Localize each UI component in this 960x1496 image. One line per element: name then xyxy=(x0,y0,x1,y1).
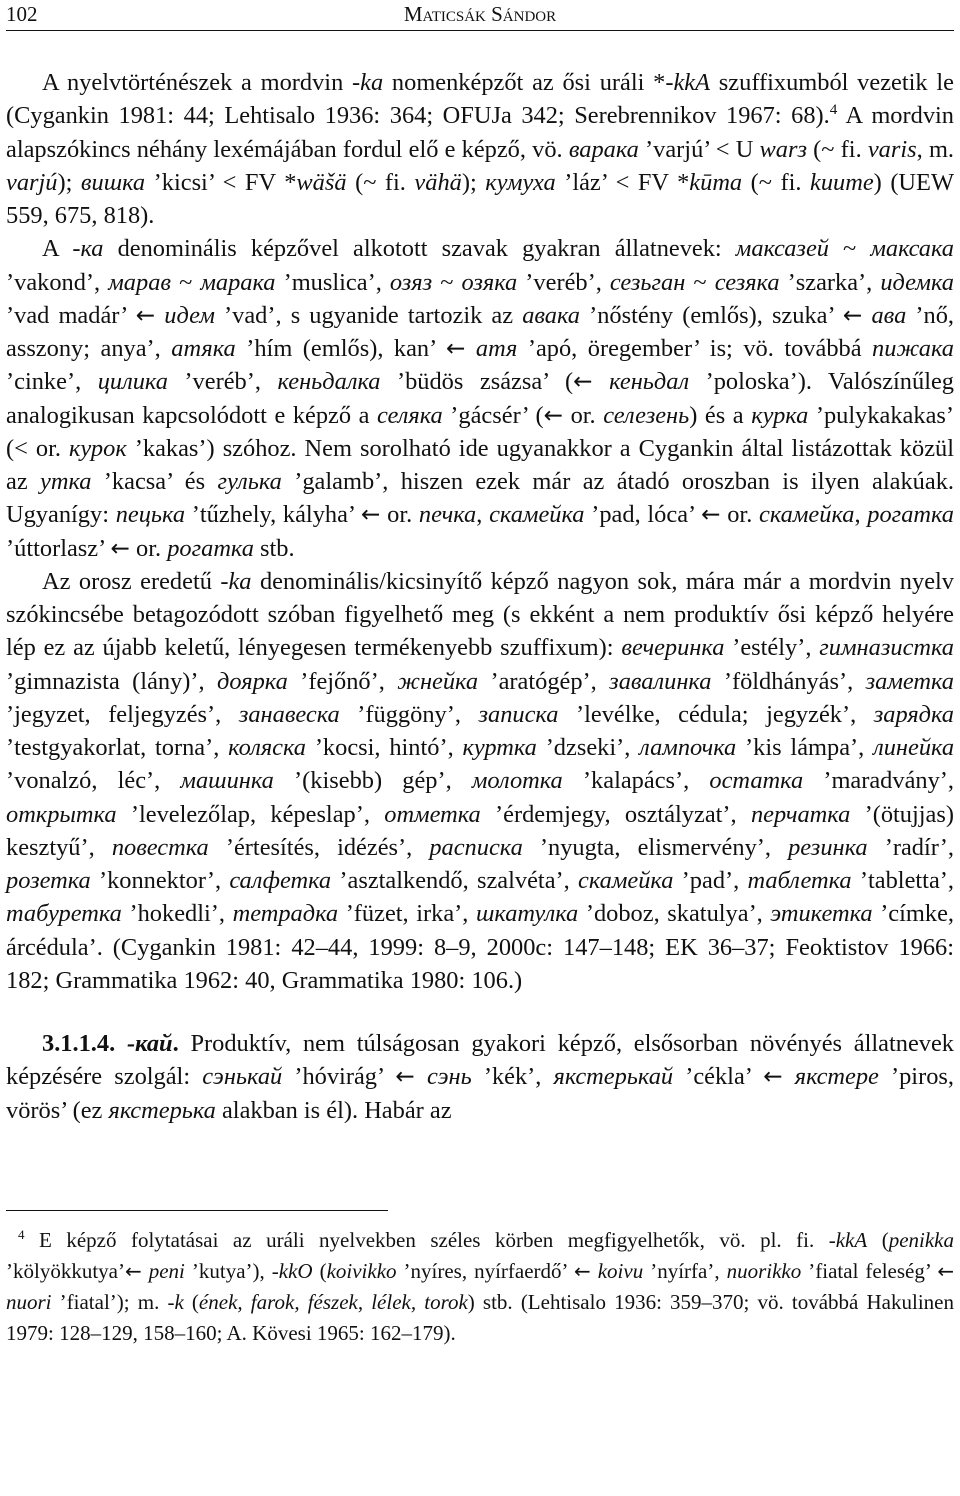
text-run: ’pad’, xyxy=(673,867,748,894)
paragraph-3 xyxy=(6,565,954,997)
left-arrow-icon: ← xyxy=(763,1063,783,1091)
left-arrow-icon: ← xyxy=(360,501,381,529)
italic-term: ава xyxy=(871,301,907,329)
italic-term: пецька xyxy=(115,501,186,529)
italic-term: таблетка xyxy=(747,867,852,894)
text-run: ’doboz, skatulya’, xyxy=(578,900,771,928)
italic-term: курок xyxy=(69,434,127,462)
text-run: ’kicsi’ < FV * xyxy=(145,168,297,196)
section-3-1-1-4 xyxy=(6,1027,954,1127)
text-run: ’varjú’ < U xyxy=(638,135,760,163)
text-run: ) stb. (Lehtisalo 1936: 359–370; vö. továbbá Hakulinen 1979: 128–129, 158–160; A. Kövesi 1965: 162–179). xyxy=(6,1290,954,1345)
italic-term: идемка xyxy=(880,268,954,296)
italic-term: линейка xyxy=(873,734,955,761)
text-run: ’pad, lóca’ xyxy=(584,501,702,529)
text-run: ’radír’, xyxy=(867,833,955,861)
text-run: Produktív, nem túlságosan gyakori képző, elsősorban növényés állatnevek képzésére szolgál: xyxy=(6,1030,954,1091)
running-title: Maticsák Sándor xyxy=(403,2,557,26)
text-run: ’gácsér’ ( xyxy=(442,401,544,429)
text-run xyxy=(593,368,610,395)
text-run: ’piros, vörös’ (ez xyxy=(6,1063,954,1124)
text-run: A nyelvtörténészek a mordvin xyxy=(42,69,353,96)
text-run: ’kék’, xyxy=(471,1063,554,1091)
italic-term: вечеринка xyxy=(621,634,725,662)
italic-term: селезень xyxy=(603,401,690,429)
text-run: ’(ötujjas) kesztyű’, xyxy=(6,800,954,861)
text-run: ’nyírfa’, xyxy=(643,1259,727,1283)
text-run: ’függöny’, xyxy=(339,700,479,728)
text-run: ’veréb’, xyxy=(167,368,278,396)
italic-term: идем xyxy=(164,301,215,329)
italic-term: -ка xyxy=(72,235,104,263)
italic-term: тетрадка xyxy=(232,900,339,928)
text-run: ’kalapács’, xyxy=(562,767,710,795)
italic-term: сэнь xyxy=(426,1063,472,1091)
italic-term: vähä xyxy=(414,168,462,196)
italic-term: якстере xyxy=(794,1063,879,1091)
left-arrow-icon: ← xyxy=(110,534,130,562)
italic-term: этикетка xyxy=(770,900,873,928)
italic-term: -kkA xyxy=(828,1228,868,1252)
italic-term: -ka xyxy=(220,567,252,595)
italic-term: varis xyxy=(867,135,917,163)
text-run: ’veréb’, xyxy=(517,268,610,296)
text-run: or. xyxy=(720,501,760,529)
text-run xyxy=(415,1063,427,1090)
text-run: ’füzet, irka’, xyxy=(338,900,477,928)
bold-heading: 3.1.1.4. xyxy=(42,1030,127,1057)
text-run: ’értesítés, idézés’, xyxy=(208,833,430,861)
italic-term: озяз xyxy=(389,268,433,296)
text-run xyxy=(142,1259,149,1283)
italic-term: -kkO xyxy=(271,1259,313,1283)
italic-term: курка xyxy=(751,401,809,429)
italic-term: машинка xyxy=(180,767,274,795)
italic-term: цилика xyxy=(97,368,168,396)
italic-term: nuori xyxy=(6,1290,52,1314)
italic-term: селяка xyxy=(377,401,443,429)
text-run: ’kakas’) szóhoz. Nem sorolható ide ugyanakkor a Cygankin által listázottak közül az xyxy=(6,434,954,495)
italic-term: penikka xyxy=(888,1228,954,1252)
text-run: Az orosz eredetű xyxy=(42,567,221,595)
italic-term: -ka xyxy=(352,69,384,96)
text-run: ’cinke’, xyxy=(6,368,98,396)
italic-term: варака xyxy=(568,135,639,163)
italic-term: атя xyxy=(475,335,518,362)
italic-term: марака xyxy=(200,268,276,296)
italic-term: розетка xyxy=(6,867,91,894)
italic-term: кумуха xyxy=(485,168,556,196)
text-run: or. xyxy=(380,501,419,529)
text-run: szuffixumból vezetik le (Cygankin 1981: 44; Lehtisalo 1936: 364; OFUJa 342; Serebrennikov 1967: 68). xyxy=(6,69,954,130)
text-run: (~ fi. xyxy=(806,135,868,163)
italic-term: сезяка xyxy=(714,268,780,296)
text-run: ’nő, asszony; anya’, xyxy=(6,301,954,362)
text-run: (~ fi. xyxy=(346,168,415,196)
text-run: A xyxy=(42,235,73,263)
text-run: denominális képzővel alkotott szavak gyakran állatnevek: xyxy=(103,235,736,263)
text-run: ’nyugta, elismervény’, xyxy=(522,833,789,861)
text-run: ~ xyxy=(685,268,715,296)
italic-term: атяка xyxy=(171,335,236,362)
text-run: ’testgyakorlat, torna’, xyxy=(6,734,229,761)
italic-term: доярка xyxy=(217,667,288,695)
italic-term: кеньдалка xyxy=(277,368,381,396)
italic-term: ének, farok, fészek, lélek, torok xyxy=(198,1290,468,1314)
text-run: denominális/kicsinyítő képző nagyon sok, mára már a mordvin nyelv szókincsébe betagozódott szóban figyelhető meg (s ekként a nem produktív ősi képző helyére lép ez az újabb keletű, lényegesen termékenyebb szuffixum): xyxy=(6,567,954,662)
italic-term: повестка xyxy=(111,833,209,861)
italic-term: гимназистка xyxy=(819,634,955,662)
text-run xyxy=(465,335,476,362)
italic-term: сэнькай xyxy=(202,1063,283,1091)
text-run: ’földhányás’, xyxy=(711,667,866,695)
footnote-text xyxy=(6,1225,954,1349)
left-arrow-icon: ← xyxy=(124,1259,142,1283)
text-run: ’nőstény (emlős), szuka’ xyxy=(580,301,843,329)
text-run: ( xyxy=(312,1259,327,1283)
left-arrow-icon: ← xyxy=(842,301,863,329)
italic-term: wäšä xyxy=(296,168,347,196)
italic-term: табуретка xyxy=(6,900,122,928)
italic-term: скамейка xyxy=(759,501,855,529)
text-run: ) (UEW 559, 675, 818). xyxy=(6,168,954,229)
italic-term: шкатулка xyxy=(476,900,579,928)
text-run: ’asztalkendő, szalvéta’, xyxy=(331,867,578,894)
italic-term: записка xyxy=(478,700,559,728)
text-run: ’büdös zsázsa’ ( xyxy=(380,368,574,396)
italic-term: -kkA xyxy=(665,69,711,96)
italic-term: nuorikko xyxy=(726,1259,802,1283)
italic-term: заметка xyxy=(865,667,955,695)
italic-term: завалинка xyxy=(609,667,712,695)
italic-term: максазей xyxy=(735,235,829,263)
italic-term: сезьган xyxy=(609,268,686,296)
text-run: ’vakond’, xyxy=(6,268,109,296)
text-run: ’vad’, s ugyanide tartozik az xyxy=(214,301,523,329)
text-run: ’fejőnő’, xyxy=(287,667,398,695)
text-run: (~ fi. xyxy=(742,168,811,196)
text-run: ’vonalzó, léc’, xyxy=(6,767,181,795)
left-arrow-icon: ← xyxy=(574,1259,591,1283)
text-run: ’nyíres, nyírfaerdő’ xyxy=(396,1259,574,1283)
italic-term: салфетка xyxy=(229,867,332,894)
italic-term: авака xyxy=(522,301,580,329)
text-run: ’levelezőlap, képeslap’, xyxy=(116,800,385,828)
text-run: ’tabletta’, xyxy=(851,867,954,894)
italic-term: гулька xyxy=(217,468,282,495)
footnote-rule xyxy=(6,1210,388,1211)
text-run: ’estély’, xyxy=(724,634,820,662)
footnote-marker: 4 xyxy=(18,1227,25,1242)
text-run xyxy=(783,1063,795,1090)
text-run: ’kocsi, hintó’, xyxy=(306,734,463,761)
text-run: ’dzseki’, xyxy=(536,734,640,761)
italic-term: утка xyxy=(40,468,92,495)
text-run: ’jegyzet, feljegyzés’, xyxy=(6,700,239,728)
italic-term: -k xyxy=(167,1290,184,1314)
footnote-4 xyxy=(6,1225,954,1349)
text-run: ’konnektor’, xyxy=(90,867,230,894)
bold-italic-suffix: -кай xyxy=(126,1030,173,1057)
text-run: ’láz’ < FV * xyxy=(555,168,690,196)
text-run: ’kölyökkutya’ xyxy=(6,1259,125,1283)
text-run: ’galamb’, hiszen ezek már az átadó oroszban is ilyen alakúak. Ugyanígy: xyxy=(6,468,954,529)
text-run: or. xyxy=(129,534,168,562)
text-run: ( xyxy=(867,1228,889,1252)
italic-term: расписка xyxy=(429,833,523,861)
left-arrow-icon: ← xyxy=(701,501,721,529)
text-run: ( xyxy=(183,1290,199,1314)
text-run: ’cékla’ xyxy=(673,1063,764,1091)
text-run: ’apó, öregember’ is; vö. továbbá xyxy=(517,335,873,362)
italic-term: koivikko xyxy=(326,1259,397,1283)
text-run: ~ xyxy=(432,268,462,296)
italic-term: жнейка xyxy=(397,667,479,695)
italic-term: куртка xyxy=(462,734,537,761)
text-run: ); xyxy=(461,168,486,196)
italic-term: зарядка xyxy=(873,700,954,728)
page-header xyxy=(6,0,954,31)
italic-term: занавеска xyxy=(238,700,340,728)
text-run: ’tűzhely, kályha’ xyxy=(185,501,361,529)
italic-term: озяка xyxy=(461,268,518,296)
text-run: E képző folytatásai az uráli nyelvekben széles körben megfigyelhetők, vö. pl. fi. xyxy=(24,1228,829,1252)
text-run: ’pulykakakas’ (< or. xyxy=(6,401,955,462)
text-run: ’címke, árcédula’. (Cygankin 1981: 42–44, 1999: 8–9, 2000c: 147–148; EK 36–37; Feoktistov 1966: 182; Grammatika 1962: 40, Grammatika 1980: 106.) xyxy=(6,900,955,994)
italic-term: открытка xyxy=(6,800,117,828)
italic-term: kūma xyxy=(689,168,743,196)
italic-term: скамейка xyxy=(578,867,674,894)
text-run: A mordvin alapszókincs néhány lexémájában fordul elő e képző, vö. xyxy=(6,102,954,163)
text-run: ’vad madár’ xyxy=(6,301,136,329)
text-run: ’hím (emlős), kan’ xyxy=(235,335,446,362)
text-run: , xyxy=(854,501,868,529)
text-run: ’kutya’), xyxy=(184,1259,272,1283)
text-run: ’kis lámpa’, xyxy=(736,734,874,761)
italic-term: warз xyxy=(759,135,807,163)
paragraph-2 xyxy=(6,232,954,565)
italic-term: резинка xyxy=(788,833,868,861)
text-run: , m. xyxy=(916,135,955,163)
italic-term: рогатка xyxy=(167,534,254,562)
text-run: alakban is él). Habár az xyxy=(215,1096,452,1124)
text-run: , xyxy=(476,501,490,529)
italic-term: молотка xyxy=(471,767,563,795)
italic-term: отметка xyxy=(384,800,481,828)
italic-term: varjú xyxy=(6,168,58,196)
text-run: ’érdemjegy, osztályzat’, xyxy=(480,800,751,828)
paragraph-1 xyxy=(6,66,954,232)
italic-term: остатка xyxy=(709,767,804,795)
text-run: ~ xyxy=(170,268,201,296)
footnote-marker: 4 xyxy=(829,102,838,119)
text-run: or. xyxy=(563,401,604,429)
italic-term: якстерька xyxy=(108,1096,216,1124)
text-run: ’levélke, cédula; jegyzék’, xyxy=(558,700,874,728)
text-run: ’gimnazista (lány)’, xyxy=(6,667,218,695)
text-run: ) és a xyxy=(689,401,752,429)
text-run: ’hóvirág’ xyxy=(282,1063,396,1091)
left-arrow-icon: ← xyxy=(573,368,593,396)
text-run: ’szarka’, xyxy=(779,268,881,296)
text-run: ’fiatal feleség’ xyxy=(801,1259,938,1283)
main-text xyxy=(6,66,954,1127)
text-run: stb. xyxy=(253,534,295,562)
text-run: ’úttorlasz’ xyxy=(6,534,111,562)
left-arrow-icon: ← xyxy=(135,301,156,329)
italic-term: kuume xyxy=(810,168,874,196)
text-run: ’fiatal’); m. xyxy=(51,1290,168,1314)
text-run: ’muslica’, xyxy=(275,268,390,296)
italic-term: лампочка xyxy=(639,734,737,761)
italic-term: марав xyxy=(108,268,171,296)
text-run: ’(kisebb) gép’, xyxy=(273,767,472,795)
text-run xyxy=(155,302,164,329)
italic-term: скамейка xyxy=(489,501,585,529)
bold-heading: . xyxy=(172,1030,179,1057)
text-run: ’maradvány’, xyxy=(803,767,955,795)
text-run: ’hokedli’, xyxy=(121,900,233,928)
text-run: ’kacsa’ és xyxy=(91,468,218,495)
italic-term: рогатка xyxy=(867,501,954,529)
italic-term: вишка xyxy=(80,168,146,196)
text-run: ’aratógép’, xyxy=(478,667,610,695)
italic-term: кеньдал xyxy=(609,368,690,396)
italic-term: печка xyxy=(418,501,477,529)
left-arrow-icon: ← xyxy=(937,1259,955,1283)
italic-term: коляска xyxy=(228,734,307,761)
italic-term: якстерькай xyxy=(553,1063,674,1091)
italic-term: перчатка xyxy=(750,800,851,828)
text-run: ); xyxy=(57,168,81,196)
text-run: nomenképzőt az ősi uráli * xyxy=(383,69,666,96)
left-arrow-icon: ← xyxy=(395,1063,415,1091)
left-arrow-icon: ← xyxy=(543,401,564,429)
text-run: ~ xyxy=(828,235,871,263)
italic-term: пижака xyxy=(872,335,954,362)
italic-term: максака xyxy=(870,235,954,263)
page-number: 102 xyxy=(6,2,38,26)
italic-term: peni xyxy=(148,1259,185,1283)
text-run: ’poloska’). Valószínűleg analogikusan kapcsolódott e képző a xyxy=(6,368,954,429)
italic-term: koivu xyxy=(597,1259,644,1283)
text-run xyxy=(591,1259,598,1283)
left-arrow-icon: ← xyxy=(445,335,466,362)
